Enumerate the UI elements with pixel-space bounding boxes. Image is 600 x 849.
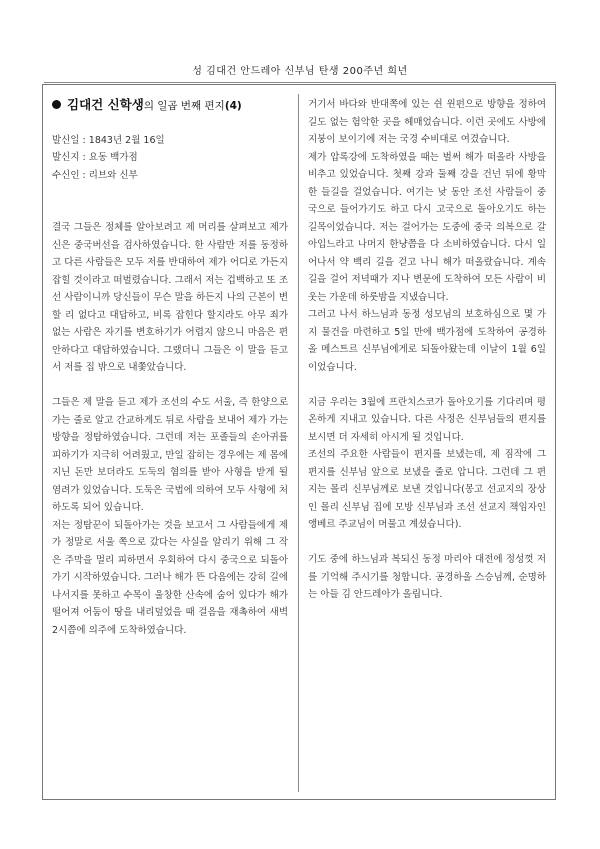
meta-value: 요동 백가점 [88, 152, 138, 163]
bullet-icon [52, 100, 61, 109]
paragraph: 그러고 나서 하느님과 동정 성모님의 보호하심으로 몇 가지 물건을 마련하고 5일 만에 백가점에 도착하여 공경하올 메스트르 신부님에게로 되돌아왔는데 이날이 1월 6일이었습니다. [308, 309, 546, 373]
paragraph: 저는 정탐꾼이 되돌아가는 것을 보고서 그 사람들에게 제가 정말로 서울 쪽으로 갔다는 사실을 알리기 위해 그 작은 주막을 멀리 피하면서 우회하여 다시 중국으로 되돌아가기 시작하였습니다. 그러나 해가 뜬 다음에는 강히 길에 나서지를 못하고 수목이 울창한 산속에 숨어 있다가 해가 떨어져 어둠이 땅을 내리덮었을 때 걸음을 재촉하여 새벽 2시쯤에 의주에 도착하였습니다. [52, 519, 288, 636]
title-number: (4) [224, 100, 242, 112]
meta-value: 1843년 2월 16일 [88, 134, 165, 146]
left-column [52, 96, 288, 639]
title-rest: 의 일곱 번째 편지 [143, 100, 225, 112]
article-title [52, 96, 288, 116]
meta-label: 발신일 [52, 134, 80, 146]
meta-place [52, 149, 288, 167]
column-divider [298, 94, 299, 792]
meta-label: 수신인 [52, 169, 80, 181]
letter-meta [52, 132, 288, 185]
meta-date [52, 132, 288, 150]
paragraph: 거기서 바다와 반대쪽에 있는 쉰 윈펀으로 방향을 정하여 길도 없는 험악한 곳을 헤매었습니다. 이런 곳에도 사방에 지붕이 보이기에 저는 국경 수비대로 여겼습니다. [308, 99, 546, 145]
header-rule [44, 82, 556, 83]
paragraph: 지금 우리는 3월에 프란치스코가 돌아오기를 기다리며 평온하게 지내고 있습니다. 다른 사정은 신부님들의 편지를 보시면 더 자세히 아시게 될 것입니다. [308, 396, 546, 443]
meta-value: 리브와 신부 [88, 169, 138, 181]
meta-sep: : [79, 134, 89, 146]
page-header: 성 김대건 안드레아 신부님 탄생 200주년 희년 [192, 66, 408, 77]
paragraph: 결국 그들은 정체를 알아보려고 제 머리를 살펴보고 제가 신은 중국버선을 검사하였습니다. 한 사람만 저를 동정하고 다른 사람들은 모두 저를 반대하여 제가 어디로 가든지 잡힐 것이라고 떠벌렸습니다. 그래서 저는 겁백하고 또 조선 사람이니까 당신들이 무슨 말을 하든지 나의 근본이 변할 리 없다고 대답하고, 비록 잡힌다 할지라도 아무 죄가 없는 사람은 자기를 변호하기가 어렵지 않으니 마음은 편안하다고 대답하였습니다. 그랬더니 그들은 이 말을 듣고서 저를 집 밖으로 내쫓았습니다. [52, 222, 288, 373]
paragraph: 기도 중에 하느님과 복되신 동정 마리아 대전에 정성껏 저를 기억해 주시기를 청합니다. 공경하올 스승님께, 순명하는 아들 김 안드레아가 올립니다. [308, 554, 546, 600]
right-column [308, 96, 546, 604]
paragraph: 제가 압록강에 도착하였을 때는 벌써 해가 떠올라 사방을 비추고 있었습니다. 첫째 강과 둘째 강을 건넌 뒤에 황막한 들길을 걸었습니다. 여기는 낮 동안 조선 사람들이 중국으로 들어가기도 하고 다시 고국으로 돌아오기도 하는 길목이었습니다. 저는 걸어가는 도중에 중국 의복으로 갈아입느라고 나머지 한냥쯤을 다 소비하였습니다. 다시 일어나서 약 백리 길을 걷고 나니 해가 떠올랐습니다. 계속 길을 걸어 저녁때가 지나 변문에 도착하여 모든 사람이 비웃는 가운데 하룻밤을 지냈습니다. [308, 151, 546, 303]
meta-label: 발신지 [52, 152, 80, 163]
meta-sep: : [79, 169, 89, 181]
meta-sep: : [79, 152, 89, 163]
paragraph: 그들은 제 말을 듣고 제가 조선의 수도 서울, 즉 한양으로 가는 줄로 알고 간교하게도 뒤로 사람을 보내어 제가 가는 방향을 정탐하였습니다. 그런데 저는 포졸들의 손아귀를 피하기가 지극히 어려웠고, 만일 잡히는 경우에는 제 몸에 지닌 돈만 보더라도 도둑의 혐의를 받아 사형을 받게 될 염려가 있었습니다. 도둑은 국법에 의하여 모두 사형에 처하도록 되어 있습니다. [52, 397, 288, 513]
title-bold: 김대건 신학생 [67, 97, 144, 112]
paragraph: 조선의 주요한 사람들이 편지를 보냈는데, 제 짐작에 그 편지를 신부님 앞으로 보냈을 줄로 압니다. 그런데 그 편지는 몰리 신부님께로 보낸 것입니다(몽고 선교지의 장상인 몰리 신부님 집에 모방 신부님과 조선 선교지 책임자인 앵베르 주교님이 머물고 계셨습니다). [308, 449, 546, 530]
meta-recipient [52, 167, 288, 185]
